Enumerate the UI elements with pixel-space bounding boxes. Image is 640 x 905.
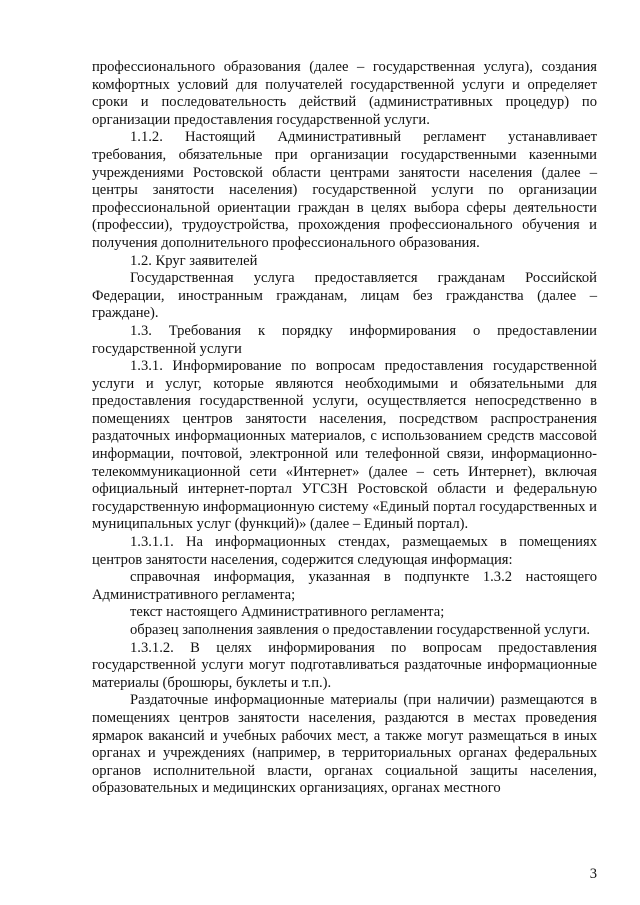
body-text	[92, 59, 597, 798]
paragraph-1-3-1-2: 1.3.1.2. В целях информирования по вопросам предоставления государственной услуги могут подготавливаться раздаточные информационные материалы (брошюры, буклеты и т.п.).	[92, 639, 597, 691]
paragraph-applicants: Государственная услуга предоставляется гражданам Российской Федерации, иностранным гражданам, лицам без гражданства (далее – граждане).	[92, 270, 597, 322]
list-item-application-sample: образец заполнения заявления о предоставлении государственной услуги.	[130, 622, 591, 638]
page-number: 3	[589, 866, 597, 882]
paragraph-continuation: профессионального образования (далее – государственная услуга), создания комфортных условий для получателей государственной услуги и определяет сроки и последовательность действий (административных процедур) по организации предоставления государственной услуги.	[92, 59, 597, 128]
paragraph-1-3-1: 1.3.1. Информирование по вопросам предоставления государственной услуги и услуг, которые являются необходимыми и обязательными для предоставления государственной услуги, осуществляется непосредственно в помещениях центров занятости населения, посредством распространения раздаточных информационных материалов, с использованием средств массовой информации, почтовой, электронной или телефонной связи, информационно-телекоммуникационной сети «Интернет» (далее – сеть Интернет), включая официальный интернет-портал УГСЗН Ростовской области и федеральную государственную информационную систему «Единый портал государственных и муниципальных услуг (функций)» (далее – Единый портал).	[92, 358, 597, 533]
paragraph-1-3-1-1: 1.3.1.1. На информационных стендах, размещаемых в помещениях центров занятости населения, содержится следующая информация:	[92, 534, 597, 568]
list-item-regulation-text: текст настоящего Административного регламента;	[130, 604, 445, 621]
list-item-reference-info: справочная информация, указанная в подпункте 1.3.2 настоящего Административного регламента;	[92, 569, 597, 603]
section-heading-1-3: 1.3. Требования к порядку информирования о предоставлении государственной услуги	[92, 322, 597, 357]
paragraph-handouts: Раздаточные информационные материалы (при наличии) размещаются в помещениях центров занятости населения, раздаются в местах проведения ярмарок вакансий и учебных рабочих мест, а также могут размещаться в иных органах и учреждениях (например, в территориальных органах федеральных органов исполнительной власти, органах социальной защиты населения, образовательных и медицинских организациях, органах местного	[92, 692, 597, 797]
paragraph-1-1-2: 1.1.2. Настоящий Административный регламент устанавливает требования, обязательные при организации государственными казенными учреждениями Ростовской области центрами занятости населения (далее – центры занятости населения) государственной услуги по организации профессиональной ориентации граждан в целях выбора сферы деятельности (профессии), трудоустройства, прохождения профессионального обучения и получения дополнительного профессионального образования.	[92, 129, 597, 251]
section-heading-1-2: 1.2. Круг заявителей	[130, 252, 258, 269]
